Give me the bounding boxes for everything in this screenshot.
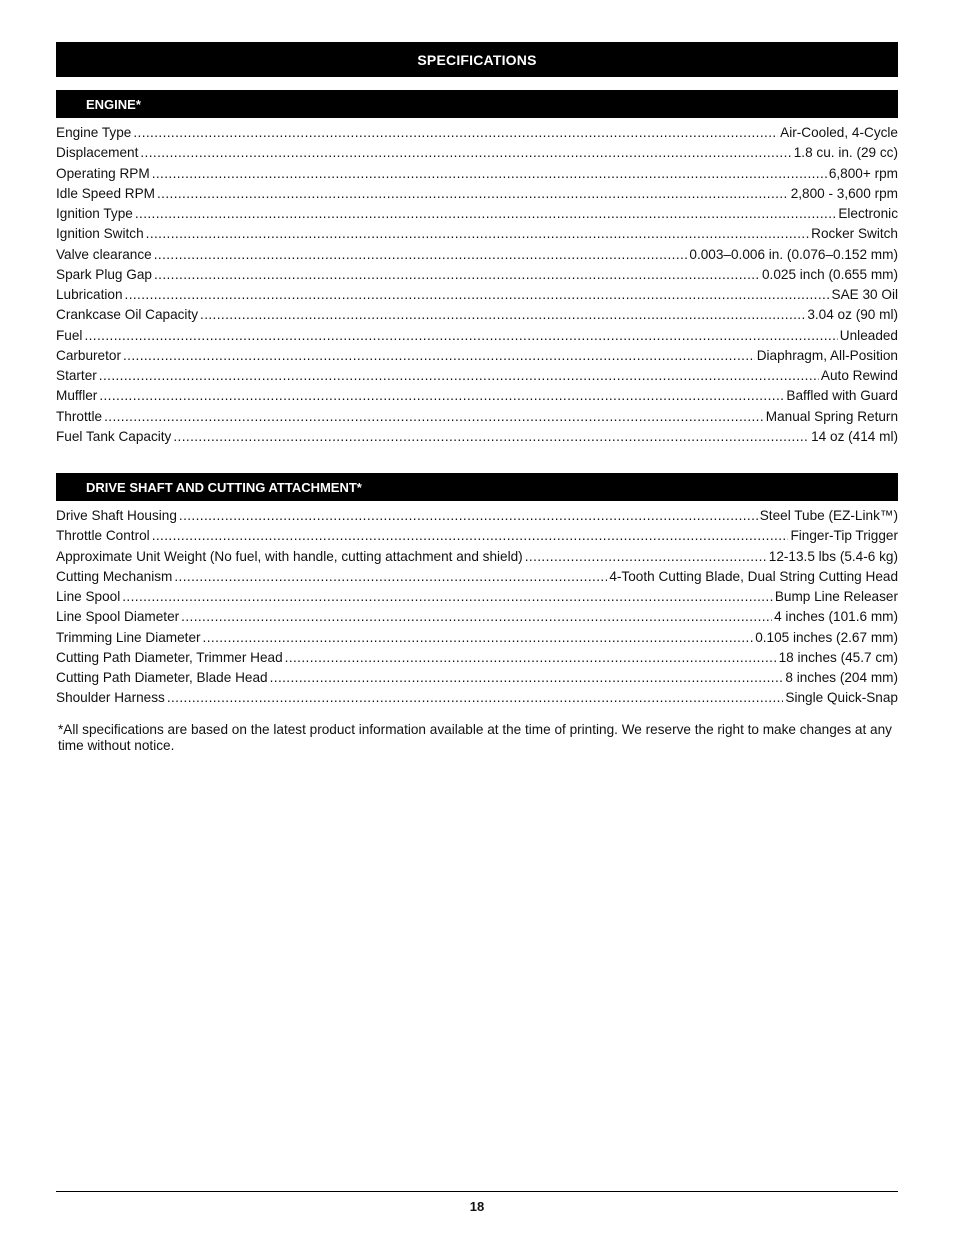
spec-label: Shoulder Harness (56, 690, 165, 706)
spec-value: 2,800 - 3,600 rpm (790, 185, 898, 201)
spec-value: Diaphragm, All-Position (756, 347, 898, 363)
spec-label: Engine Type (56, 125, 132, 140)
footer-divider (56, 1191, 898, 1192)
spec-row-idle-speed-rpm (56, 184, 898, 204)
spec-label: Approximate Unit Weight (No fuel, with handle, cutting attachment and shield) (56, 548, 523, 564)
engine-spec-list (56, 123, 898, 447)
spec-value: 1.8 cu. in. (29 cc) (793, 145, 898, 161)
dot-leader (123, 346, 755, 366)
spec-value: Electronic (838, 206, 898, 221)
spec-row-cutting-mechanism (56, 567, 898, 587)
spec-row-trimming-line-diameter (56, 628, 898, 648)
spec-label: Lubrication (56, 287, 123, 302)
specifications-title: SPECIFICATIONS (56, 42, 898, 77)
spec-label: Starter (56, 368, 97, 383)
spec-row-cutting-path-trimmer (56, 648, 898, 668)
dot-leader (104, 407, 764, 427)
spec-value: Unleaded (839, 327, 898, 343)
dot-leader (174, 567, 607, 587)
spec-label: Valve clearance (56, 246, 152, 262)
spec-label: Cutting Path Diameter, Trimmer Head (56, 649, 283, 665)
spec-row-ignition-switch (56, 224, 898, 244)
specifications-footnote: *All specifications are based on the latest product information available at the time of printing. We reserve the right to make changes at any time without notice. (58, 722, 892, 753)
spec-row-shoulder-harness (56, 688, 898, 708)
spec-value: Auto Rewind (820, 368, 898, 383)
spec-value: Steel Tube (EZ-Link™) (759, 508, 898, 523)
spec-row-unit-weight (56, 547, 898, 567)
spec-row-crankcase-oil-capacity (56, 305, 898, 325)
dot-leader (152, 164, 827, 184)
spec-row-spark-plug-gap (56, 265, 898, 285)
spec-row-throttle (56, 407, 898, 427)
spec-label: Carburetor (56, 347, 121, 363)
spec-label: Fuel Tank Capacity (56, 428, 172, 444)
dot-leader (525, 547, 767, 567)
spec-label: Throttle Control (56, 528, 150, 544)
dot-leader (154, 245, 688, 265)
dot-leader (179, 506, 758, 526)
dot-leader (84, 326, 837, 346)
dot-leader (181, 607, 772, 627)
spec-label: Operating RPM (56, 165, 150, 181)
dot-leader (135, 204, 836, 224)
spec-value: 14 oz (414 ml) (811, 428, 898, 444)
dot-leader (270, 668, 784, 688)
spec-row-engine-type (56, 123, 898, 143)
dot-leader (152, 526, 789, 546)
spec-label: Line Spool Diameter (56, 609, 180, 625)
spec-row-line-spool-diameter (56, 607, 898, 627)
spec-row-ignition-type (56, 204, 898, 224)
spec-value: Finger-Tip Trigger (790, 528, 898, 544)
spec-row-operating-rpm (56, 164, 898, 184)
spec-label: Muffler (56, 388, 98, 404)
spec-row-displacement (56, 143, 898, 163)
spec-row-starter (56, 366, 898, 386)
spec-row-carburetor (56, 346, 898, 366)
dot-leader (154, 265, 760, 285)
spec-label: Fuel (56, 327, 83, 343)
dot-leader (140, 143, 791, 163)
dot-leader (173, 427, 809, 447)
dot-leader (122, 587, 773, 607)
spec-value: Manual Spring Return (765, 408, 898, 424)
dot-leader (146, 224, 809, 244)
spec-label: Idle Speed RPM (56, 185, 155, 201)
dot-leader (157, 184, 789, 204)
spec-value: 3.04 oz (90 ml) (807, 307, 898, 323)
spec-value: 8 inches (204 mm) (785, 670, 898, 685)
spec-label: Displacement (56, 145, 139, 161)
spec-row-throttle-control (56, 526, 898, 546)
spec-label: Throttle (56, 408, 103, 424)
spec-value: Air-Cooled, 4-Cycle (780, 125, 898, 140)
spec-label: Crankcase Oil Capacity (56, 307, 199, 323)
dot-leader (133, 123, 778, 143)
spec-row-line-spool (56, 587, 898, 607)
spec-row-fuel (56, 326, 898, 346)
spec-value: Baffled with Guard (786, 388, 898, 404)
dot-leader (167, 688, 784, 708)
spec-value: SAE 30 Oil (831, 287, 898, 302)
dot-leader (285, 648, 777, 668)
spec-value: Bump Line Releaser (774, 589, 898, 604)
spec-value: 0.003–0.006 in. (0.076–0.152 mm) (689, 246, 898, 262)
spec-label: Spark Plug Gap (56, 266, 152, 282)
spec-row-lubrication (56, 285, 898, 305)
spec-value: 6,800+ rpm (828, 165, 898, 181)
spec-value: 4 inches (101.6 mm) (774, 609, 898, 625)
dot-leader (99, 366, 819, 386)
spec-row-valve-clearance (56, 245, 898, 265)
spec-label: Line Spool (56, 589, 121, 604)
dot-leader (203, 628, 754, 648)
spec-label: Drive Shaft Housing (56, 508, 177, 523)
spec-value: 0.105 inches (2.67 mm) (755, 629, 898, 645)
spec-row-fuel-tank-capacity (56, 427, 898, 447)
spec-value: 12-13.5 lbs (5.4-6 kg) (768, 548, 898, 564)
spec-label: Ignition Switch (56, 226, 144, 242)
dot-leader (200, 305, 805, 325)
drive-shaft-spec-list (56, 506, 898, 709)
dot-leader (99, 386, 784, 406)
spec-value: 4-Tooth Cutting Blade, Dual String Cutting Head (609, 568, 898, 584)
spec-value: Single Quick-Snap (785, 690, 898, 706)
spec-row-drive-shaft-housing (56, 506, 898, 526)
spec-value: 0.025 inch (0.655 mm) (761, 266, 898, 282)
spec-label: Cutting Mechanism (56, 568, 173, 584)
drive-shaft-section-header: DRIVE SHAFT AND CUTTING ATTACHMENT* (56, 473, 898, 501)
spec-row-muffler (56, 386, 898, 406)
spec-value: Rocker Switch (811, 226, 898, 242)
spec-row-cutting-path-blade (56, 668, 898, 688)
spec-label: Trimming Line Diameter (56, 629, 201, 645)
dot-leader (125, 285, 830, 305)
spec-label: Cutting Path Diameter, Blade Head (56, 670, 268, 685)
page-number: 18 (469, 1199, 485, 1214)
engine-section-header: ENGINE* (56, 90, 898, 118)
spec-value: 18 inches (45.7 cm) (778, 649, 898, 665)
spec-label: Ignition Type (56, 206, 133, 221)
